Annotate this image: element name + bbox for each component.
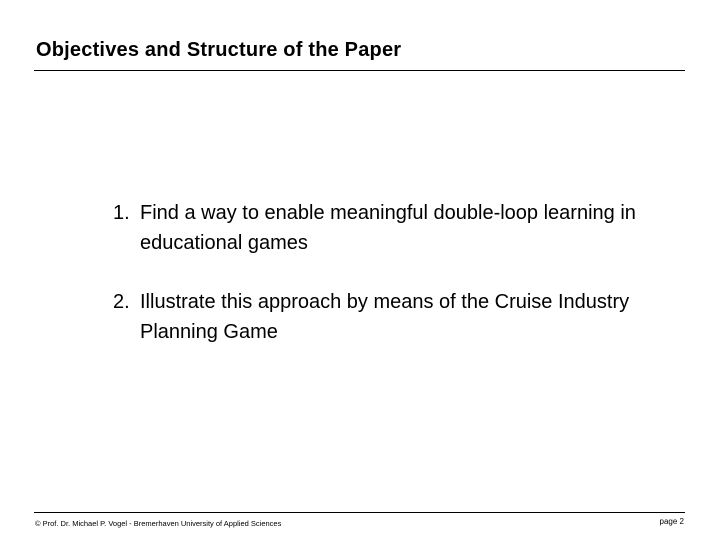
objective-text: Illustrate this approach by means of the Cruise Industry Planning Game: [140, 291, 630, 343]
page-number: page 2: [659, 517, 684, 526]
objective-text: Find a way to enable meaningful double-loop learning in educational games: [140, 202, 636, 254]
objectives-list: [113, 198, 673, 376]
objective-item: [113, 198, 673, 258]
slide-title: Objectives and Structure of the Paper: [36, 39, 402, 61]
footer-credit: © Prof. Dr. Michael P. Vogel - Bremerhaven University of Applied Sciences: [35, 519, 282, 528]
footer-divider: [34, 512, 685, 513]
title-divider: [34, 70, 685, 71]
objective-number: 2.: [113, 291, 130, 313]
objective-number: 1.: [113, 202, 130, 224]
objective-item: [113, 287, 673, 347]
